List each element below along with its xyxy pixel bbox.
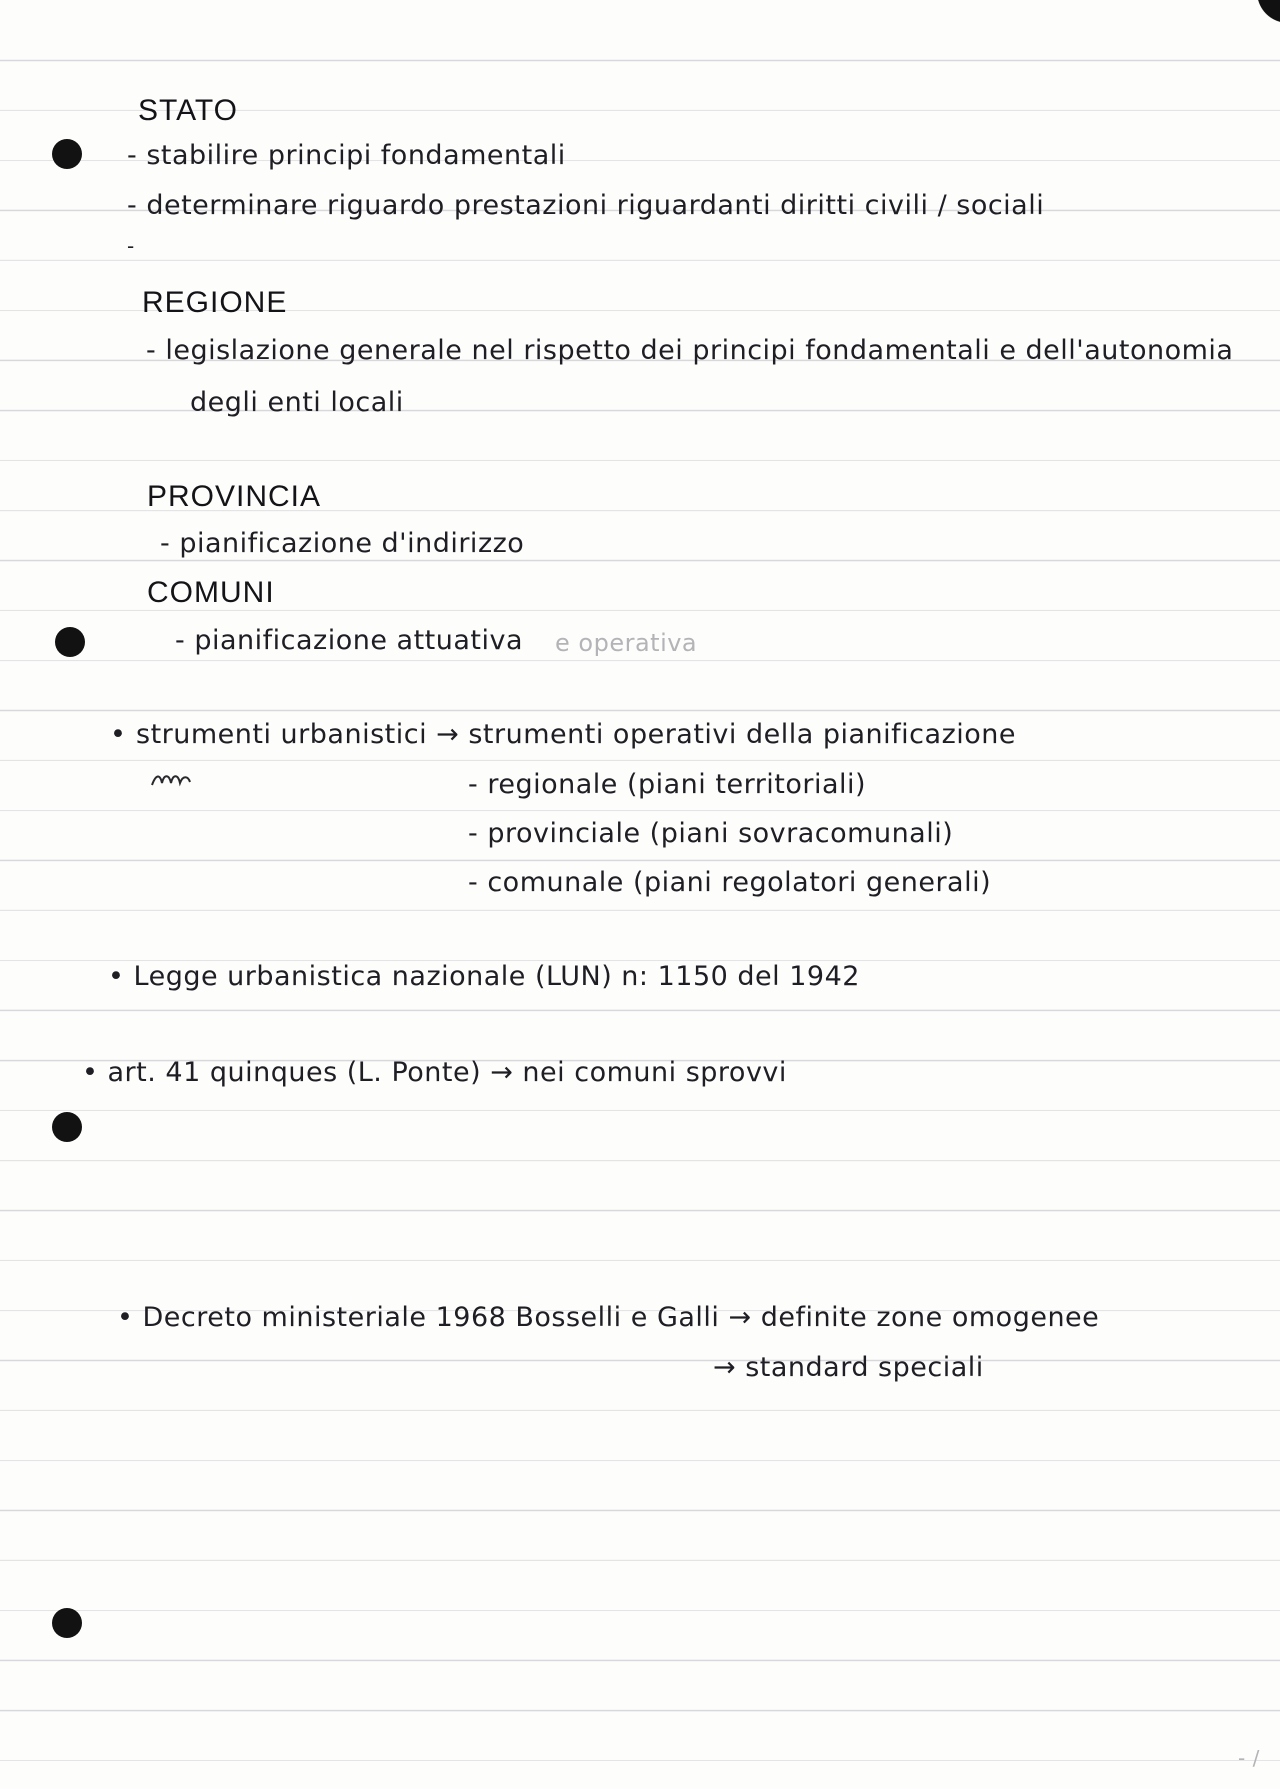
binder-hole-icon (52, 1112, 82, 1142)
strumenti-bullet: • (110, 719, 127, 750)
strumenti-main: strumenti urbanistici → strumenti operativi della pianificazione (136, 719, 1016, 750)
provincia-item-1: - pianificazione d'indirizzo (160, 528, 525, 559)
binder-hole-icon (52, 1608, 82, 1638)
page-corner-shadow (1240, 0, 1280, 40)
binder-hole-icon (55, 627, 85, 657)
binder-hole-icon (52, 139, 82, 169)
regione-heading: REGIONE (142, 286, 288, 319)
articolo-41-line: • art. 41 quinques (L. Ponte) → nei comuni sprovvi (82, 1057, 787, 1088)
strumenti-subitem-regionale: - regionale (piani territoriali) (468, 769, 867, 800)
comuni-item-1: - pianificazione attuativa (175, 625, 524, 656)
decreto-main-line: • Decreto ministeriale 1968 Bosselli e Galli → definite zone omogenee (117, 1302, 1100, 1333)
strumenti-subitem-comunale: - comunale (piani regolatori generali) (468, 867, 992, 898)
stato-empty-dash: - (127, 234, 135, 258)
decreto-sub-line: → standard speciali (713, 1352, 984, 1383)
scribble-mark-icon (150, 770, 192, 790)
regione-item-2: degli enti locali (190, 387, 404, 418)
corner-marks: - / (1238, 1746, 1260, 1770)
regione-item-1: - legislazione generale nel rispetto dei principi fondamentali e dell'autonomia (146, 335, 1234, 366)
stato-item-2: - determinare riguardo prestazioni riguardanti diritti civili / sociali (127, 190, 1045, 221)
provincia-heading: PROVINCIA (147, 480, 322, 513)
comuni-faint-addition: e operativa (555, 629, 698, 657)
legge-urbanistica-line: • Legge urbanistica nazionale (LUN) n: 1150 del 1942 (108, 961, 860, 992)
comuni-heading: COMUNI (147, 576, 275, 609)
stato-item-1: - stabilire principi fondamentali (127, 140, 566, 171)
strumenti-subitem-provinciale: - provinciale (piani sovracomunali) (468, 818, 954, 849)
stato-heading: STATO (138, 94, 239, 127)
